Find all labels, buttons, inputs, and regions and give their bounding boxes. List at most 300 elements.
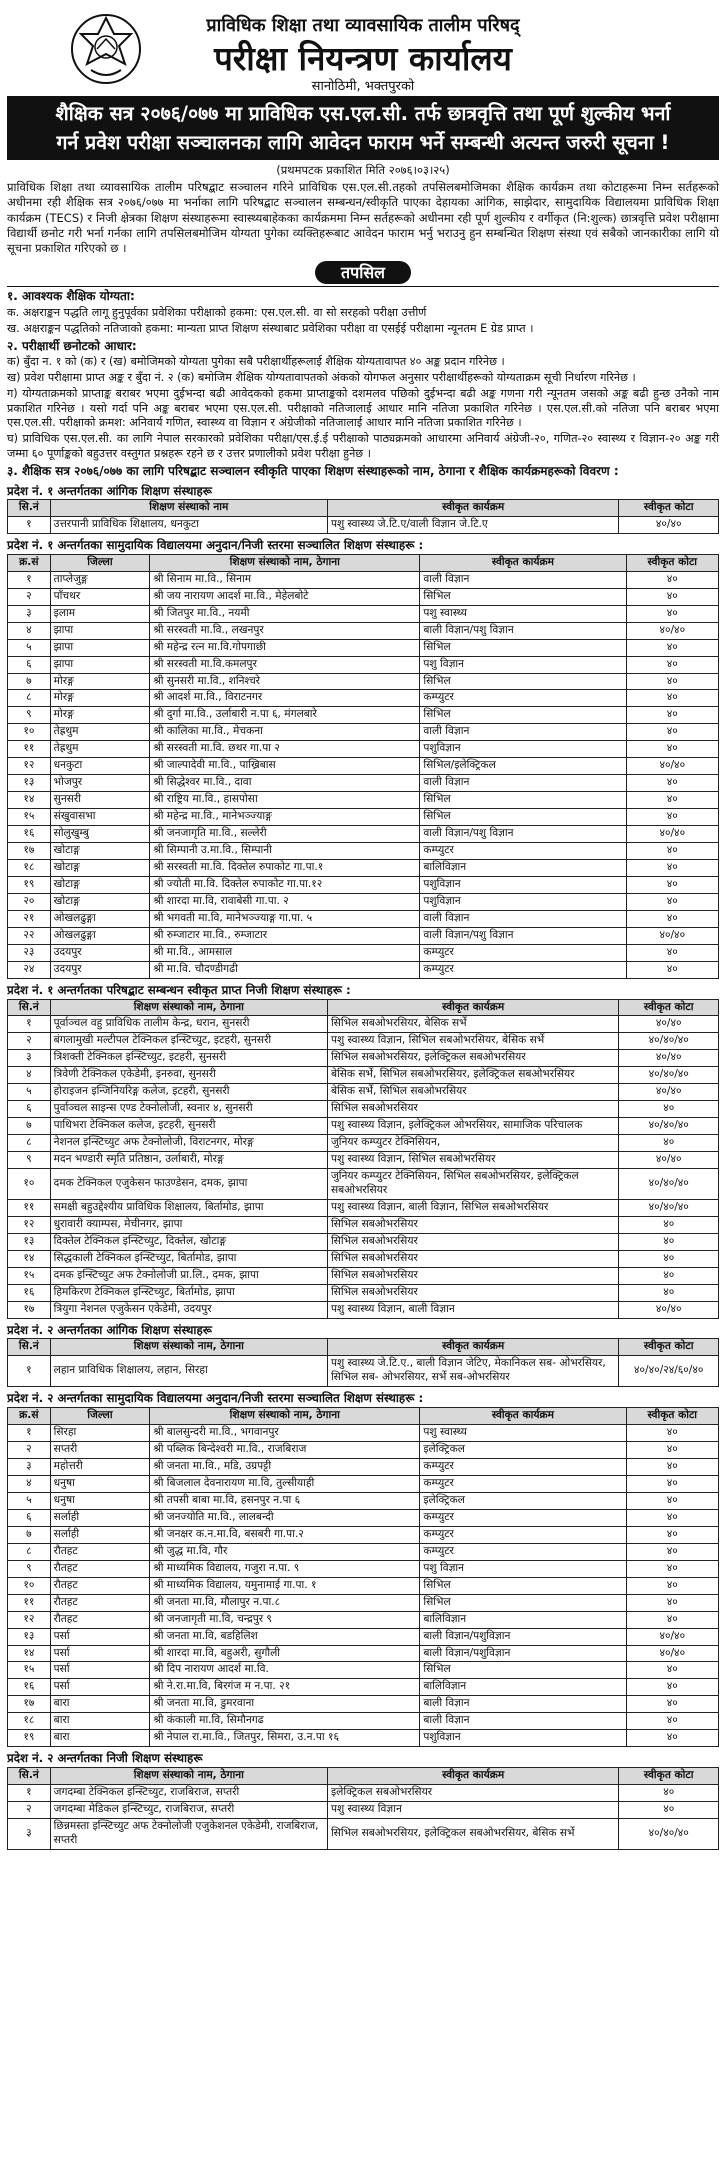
- table-row: [8, 1696, 719, 1713]
- table-row: [8, 877, 719, 894]
- tapsil-label: तपसिल: [315, 261, 411, 284]
- table-cell: ४०/४०: [626, 1628, 718, 1645]
- institutions-table: [7, 1338, 719, 1387]
- table-cell: सोलुखुम्बु: [50, 826, 150, 843]
- table-cell: श्री ने.रा.मा.वि, बिरगंज म न.पा. २१: [150, 1679, 420, 1696]
- table-cell: ४०: [626, 1560, 718, 1577]
- table-cell: श्री आदर्श मा.वि., विराटनगर: [150, 690, 420, 707]
- table-cell: ओखलढुङ्गा: [50, 911, 150, 928]
- table-cell: ४०: [619, 1234, 719, 1251]
- table-row: [8, 1200, 719, 1217]
- table-cell: छिन्नमस्ता इन्स्टिच्युट अफ टेक्नोलोजी एजुकेशनल एकेडेमी, राजबिराज, सप्तरी: [50, 1818, 327, 1849]
- table-cell: कम्प्युटर: [420, 1543, 626, 1560]
- table-cell: सिभिल सबओभरसियर: [327, 1217, 619, 1234]
- table-cell: बंगलामुखी मल्टीपल टेक्निकल इन्स्टिच्युट, इटहरी, सुनसरी: [50, 1033, 327, 1050]
- table-cell: ५: [8, 1492, 51, 1509]
- table-cell: दमक इन्स्टिच्युट अफ टेक्नोलोजी प्रा.लि., दमक, झापा: [50, 1268, 327, 1285]
- table-cell: ४०: [626, 945, 718, 962]
- table-cell: ४०/४०: [626, 928, 718, 945]
- table-cell: मदन भण्डारी स्मृति प्रतिष्ठान, उर्लाबारी, मोरङ्ग: [50, 1152, 327, 1169]
- column-header: स्वीकृत कार्यक्रम: [327, 1339, 619, 1356]
- table-row: [8, 1458, 719, 1475]
- table-cell: श्री रुम्जाटार मा.वि., रुम्जाटार: [150, 928, 420, 945]
- table-cell: सिभिल सबओभरसियर: [327, 1251, 619, 1268]
- table-cell: सिभिल सबओभरसियर, इलेक्ट्रिकल सबओभरसियर: [327, 1050, 619, 1067]
- table-cell: ७: [8, 1118, 51, 1135]
- table-cell: पशु स्वास्थ्य: [420, 605, 626, 622]
- table-cell: १०: [8, 1169, 51, 1200]
- table-row: [8, 1301, 719, 1318]
- table-cell: सिभिल सबओभरसियर: [327, 1284, 619, 1301]
- table-cell: ४०/४०: [626, 826, 718, 843]
- table-cell: लहान प्राविधिक शिक्षालय, लहान, सिरहा: [50, 1356, 327, 1387]
- table-cell: ४०: [626, 1730, 718, 1747]
- column-header: शिक्षण संस्थाको नाम, ठेगाना: [50, 999, 327, 1016]
- table-cell: पशु स्वास्थ्य: [420, 1424, 626, 1441]
- table-cell: श्री दुर्गा मा.वि., उर्लाबारी न.पा ६, मंगलबारे: [150, 707, 420, 724]
- criteria-item: ख. अक्षराङ्कन पद्धतिको नतिजाको हकमा: मान्यता प्राप्त शिक्षण संस्थाबाट प्रवेशिका परीक्षा वा एसईई परीक्षामा न्यूनतम E ग्रेड प्राप्त ।: [7, 321, 534, 335]
- table-cell: १६: [8, 1679, 51, 1696]
- table-cell: खोटाङ्ग: [50, 860, 150, 877]
- column-header: जिल्ला: [50, 554, 150, 571]
- table-cell: ४०: [626, 571, 718, 588]
- table-cell: वाली विज्ञान: [420, 724, 626, 741]
- table-row: [8, 1284, 719, 1301]
- table-cell: ४०: [626, 1713, 718, 1730]
- table-cell: ११: [8, 741, 51, 758]
- table-row: [8, 1679, 719, 1696]
- table-row: [8, 860, 719, 877]
- table-cell: श्री जय नारायण आदर्श मा.वि., मेहेलबोटे: [150, 588, 420, 605]
- table-cell: ४०/४०: [626, 758, 718, 775]
- criteria-item: क) बुँदा न. १ को (क) र (ख) बमोजिमको योग्यता पुगेका सबै परीक्षार्थीहरूलाई शैक्षिक योग्यतावापत ४० अङ्क प्रदान गरिनेछ ।: [7, 355, 505, 369]
- intro-paragraph: प्राविधिक शिक्षा तथा व्यावसायिक तालीम परिषद्बाट सञ्चालन गरिने प्राविधिक एस.एल.सी.तहको तपसिलबमोजिमका शैक्षिक कार्यक्रम तथा कोटाहरूमा निम्न सर्तहरूको अधीनमा रही शैक्षिक सत्र २०७६/०७७ मा भर्नाका लागि परिषद्बाट सञ्चालन सम्बन्धन/स्वीकृति पाएका देहायका आंगिक, साझेदार, सामुदायिक विद्यालयमा प्राविधिक शिक्षा कार्यक्रम (TECS) र निजी क्षेत्रका शिक्षण संस्थाहरूमा स्वास्थ्यबाहेकका कार्यक्रममा निम्न सर्तहरूको अधीनमा रही पूर्ण शुल्कीय र वर्गीकृत (नि:शुल्क) छात्रवृत्ति प्रवेश परीक्षामा विद्यार्थी छनोट गरी भर्ना गर्नका लागि तपसिलबमोजिम योग्यता पुगेका व्यक्तिहरूबाट आवेदन फाराम भर्नु भराउनु हुन सम्बन्धित शिक्षण संस्था एवं सबैको जानकारीका लागि यो सूचना प्रकाशित गरिएको छ ।: [7, 180, 719, 255]
- table-cell: पर्सा: [50, 1662, 150, 1679]
- table-cell: सिभिल: [420, 792, 626, 809]
- table-row: [8, 724, 719, 741]
- table-cell: श्री जितपुर मा.वि., नयमी: [150, 605, 420, 622]
- table-cell: ४०: [626, 690, 718, 707]
- table-cell: १३: [8, 1628, 51, 1645]
- table-cell: श्री सिनाम मा.वि., सिनाम: [150, 571, 420, 588]
- section-1-title: १. आवश्यक शैक्षिक योग्यता:: [7, 289, 135, 304]
- table-cell: १: [8, 517, 51, 534]
- table-cell: २०: [8, 894, 51, 911]
- table-cell: कम्प्युटर: [420, 945, 626, 962]
- table-row: [8, 690, 719, 707]
- institutions-table: [7, 1407, 719, 1747]
- table-row: [8, 758, 719, 775]
- table-row: [8, 1509, 719, 1526]
- table-cell: होराइजन इन्जिनियरिङ्ग कलेज, इटहरी, सुनसरी: [50, 1084, 327, 1101]
- table-cell: ५: [8, 1084, 51, 1101]
- table-cell: पुर्वाञ्चल साइन्स एण्ड टेक्नोलोजी, स्वनार ४, सुनसरी: [50, 1101, 327, 1118]
- criteria-item: ख) प्रवेश परीक्षामा प्राप्त अङ्क र बुँदा नं. २ (क) बमोजिम शैक्षिक योग्यतावापतको अंकको योगफल अनुसार परीक्षार्थीहरूको योग्यताक्रम सूची निर्धारण गरिनेछ ।: [7, 371, 636, 385]
- table-cell: श्री मा.वि., आमसाल: [150, 945, 420, 962]
- table-cell: ४०: [626, 724, 718, 741]
- table-row: [8, 1234, 719, 1251]
- table-cell: ४०: [626, 1594, 718, 1611]
- table-cell: श्री भगवती मा.वि, मानेभञ्ज्याङ्ग गा.पा. ५: [150, 911, 420, 928]
- table-row: [8, 1033, 719, 1050]
- table-cell: श्री शारदा मा.वि, बहुअरी, सुगौली: [150, 1645, 420, 1662]
- table-row: [8, 1577, 719, 1594]
- table-cell: ४०: [626, 792, 718, 809]
- table-cell: झापा: [50, 656, 150, 673]
- table-cell: रौतहट: [50, 1577, 150, 1594]
- letterhead: [7, 0, 719, 92]
- table-cell: सिद्धकाली टेक्निकल इन्स्टिच्युट, बिर्तामोड, झापा: [50, 1251, 327, 1268]
- table-row: [8, 1356, 719, 1387]
- table-cell: ४०: [626, 1679, 718, 1696]
- table-row: [8, 826, 719, 843]
- table-cell: बारा: [50, 1713, 150, 1730]
- table-cell: ४०: [626, 961, 718, 978]
- table-cell: ४०/४०: [619, 517, 719, 534]
- column-header: स्वीकृत कार्यक्रम: [420, 554, 626, 571]
- table-row: [8, 639, 719, 656]
- table-cell: श्री महेन्द्र मा.वि., मानेभञ्ज्याङ्ग: [150, 809, 420, 826]
- table-cell: सिभिल: [420, 809, 626, 826]
- table-cell: ४०: [626, 877, 718, 894]
- table-row: [8, 1441, 719, 1458]
- table-cell: श्री ज्योती मा.वि. दिक्तेल रुपाकोट गा.पा.१२: [150, 877, 420, 894]
- table-row: [8, 1217, 719, 1234]
- table-cell: धनुषा: [50, 1475, 150, 1492]
- table-cell: उदयपुर: [50, 961, 150, 978]
- table-row: [8, 1594, 719, 1611]
- table-cell: ४०/४०: [619, 1152, 719, 1169]
- table-row: [8, 1101, 719, 1118]
- office-location: सानोठिमी, भक्तपुरको: [311, 78, 415, 94]
- table-row: [8, 1050, 719, 1067]
- table-cell: १७: [8, 843, 51, 860]
- table-row: [8, 1067, 719, 1084]
- table-cell: सिभिल: [420, 707, 626, 724]
- table-cell: पशु विज्ञान: [420, 656, 626, 673]
- table-cell: कम्प्युटर: [420, 1475, 626, 1492]
- table-row: [8, 911, 719, 928]
- table-cell: ४०/४०/२४/६०/४०: [619, 1356, 719, 1387]
- table-cell: १: [8, 571, 51, 588]
- table-cell: ४०: [626, 707, 718, 724]
- table-cell: पाथिभरा टेक्निकल कलेज, इटहरी, सुनसरी: [50, 1118, 327, 1135]
- table-cell: श्री जनता मा.वि., मडि, उग्रपट्टी: [150, 1458, 420, 1475]
- table-cell: ४०: [626, 894, 718, 911]
- table-row: [8, 945, 719, 962]
- table-cell: श्री माध्यमिक विद्यालय, गजुरा न.पा. ९: [150, 1560, 420, 1577]
- table-row: [8, 1135, 719, 1152]
- table-cell: सिभिल: [420, 1662, 626, 1679]
- table-cell: नेशनल इन्स्टिच्युट अफ टेक्नोलोजी, विराटनगर, मोरङ्ग: [50, 1135, 327, 1152]
- table-cell: श्री सुनसरी मा.वि., शनिश्चरे: [150, 673, 420, 690]
- table-title: प्रदेश नं. २ अन्तर्गतका आंगिक शिक्षण संस्थाहरू: [7, 1322, 212, 1337]
- table-cell: ४: [8, 622, 51, 639]
- table-cell: ४०: [626, 1492, 718, 1509]
- office-name: परीक्षा नियन्त्रण कार्यालय: [214, 38, 512, 78]
- table-row: [8, 1662, 719, 1679]
- table-cell: श्री सरस्वती मा.वि., लखनपुर: [150, 622, 420, 639]
- column-header: शिक्षण संस्थाको नाम, ठेगाना: [50, 1339, 327, 1356]
- table-row: [8, 1526, 719, 1543]
- table-row: [8, 622, 719, 639]
- table-row: [8, 1801, 719, 1818]
- table-cell: १५: [8, 809, 51, 826]
- table-row: [8, 843, 719, 860]
- table-header-row: [8, 1407, 719, 1424]
- table-cell: झापा: [50, 622, 150, 639]
- table-cell: संखुवासभा: [50, 809, 150, 826]
- table-cell: श्री बालसुन्दरी मा.वि., भगवानपुर: [150, 1424, 420, 1441]
- table-cell: इलेक्ट्रिकल: [420, 1492, 626, 1509]
- table-cell: श्री शारदा मा.वि, रावाबेसी गा.पा. २: [150, 894, 420, 911]
- table-cell: १६: [8, 1284, 51, 1301]
- table-cell: कम्प्युटर: [420, 690, 626, 707]
- table-cell: पर्सा: [50, 1628, 150, 1645]
- table-row: [8, 1152, 719, 1169]
- table-cell: बाली विज्ञान: [420, 1713, 626, 1730]
- table-cell: १४: [8, 1251, 51, 1268]
- table-cell: ४०: [626, 843, 718, 860]
- table-cell: रौतहट: [50, 1560, 150, 1577]
- institutions-table: [7, 999, 719, 1319]
- table-cell: सिभिल सबओभरसियर, इलेक्ट्रिकल सबओभरसियर, बेसिक सर्भे: [327, 1818, 619, 1849]
- column-header: स्वीकृत कोटा: [619, 1767, 719, 1784]
- table-cell: ४०: [626, 1526, 718, 1543]
- table-row: [8, 707, 719, 724]
- table-cell: ४०: [626, 775, 718, 792]
- table-cell: इलेक्ट्रिकल सबओभरसियर: [327, 1784, 619, 1801]
- table-cell: सिभिल/इलेक्ट्रिकल: [420, 758, 626, 775]
- table-cell: २: [8, 1033, 51, 1050]
- table-cell: श्री जुद्ध मा.वि, गौर: [150, 1543, 420, 1560]
- table-cell: ४०/४०: [626, 1645, 718, 1662]
- table-cell: वाली विज्ञान: [420, 911, 626, 928]
- table-cell: श्री जनता मा.वि, बडहिलिश: [150, 1628, 420, 1645]
- table-row: [8, 809, 719, 826]
- column-header: शिक्षण संस्थाको नाम, ठेगाना: [50, 1767, 327, 1784]
- table-header-row: [8, 500, 719, 517]
- institutions-table: [7, 499, 719, 534]
- table-cell: १६: [8, 826, 51, 843]
- table-cell: धनकुटा: [50, 758, 150, 775]
- table-cell: ४०/४०: [619, 1050, 719, 1067]
- table-row: [8, 1016, 719, 1033]
- table-cell: रौतहट: [50, 1611, 150, 1628]
- table-cell: ४०: [626, 1662, 718, 1679]
- table-cell: २३: [8, 945, 51, 962]
- table-cell: त्रियुगा नेशनल एजुकेसन एकेडेमी, उदयपुर: [50, 1301, 327, 1318]
- table-cell: ४०/४०: [619, 1084, 719, 1101]
- table-cell: १७: [8, 1301, 51, 1318]
- table-cell: श्री सरस्वती मा.वि. दिक्तेल रुपाकोट गा.पा.१: [150, 860, 420, 877]
- table-cell: कम्प्युटर: [420, 843, 626, 860]
- table-cell: पशु स्वास्थ्य जे.टि.ए/वाली विज्ञान जे.टि.ए: [327, 517, 619, 534]
- table-cell: १: [8, 1424, 51, 1441]
- table-cell: १५: [8, 1662, 51, 1679]
- table-cell: पशु स्वास्थ्य विज्ञान, सिभिल सबओभरसियर, बेसिक सर्भे: [327, 1033, 619, 1050]
- column-header: स्वीकृत कोटा: [619, 500, 719, 517]
- table-cell: १३: [8, 1234, 51, 1251]
- table-row: [8, 656, 719, 673]
- table-row: [8, 571, 719, 588]
- column-header: शिक्षण संस्थाको नाम, ठेगाना: [150, 1407, 420, 1424]
- table-cell: बेसिक सर्भे, सिभिल सबओभरसियर: [327, 1084, 619, 1101]
- table-cell: ४०/४०/४०: [619, 1818, 719, 1849]
- table-cell: ७: [8, 1526, 51, 1543]
- table-cell: ४०: [619, 1217, 719, 1234]
- table-cell: बेसिक सर्भे, सिभिल सबओभरसियर, इलेक्ट्रिकल सबओभरसियर: [327, 1067, 619, 1084]
- table-cell: १०: [8, 1577, 51, 1594]
- table-cell: उदयपुर: [50, 945, 150, 962]
- table-cell: बारा: [50, 1730, 150, 1747]
- table-cell: इलेक्ट्रिकल: [420, 1441, 626, 1458]
- table-cell: ११: [8, 1594, 51, 1611]
- table-cell: श्री जाल्पादेवी मा.वि., पाख्रिबास: [150, 758, 420, 775]
- table-cell: समक्षी बहुउद्देश्यीय प्राविधिक शिक्षालय, बिर्तामोड, झापा: [50, 1200, 327, 1217]
- table-title: प्रदेश नं. १ अन्तर्गतका परिषद्बाट सम्बन्धन स्वीकृत प्राप्त निजी शिक्षण संस्थाहरू :: [7, 982, 351, 997]
- table-cell: रौतहट: [50, 1594, 150, 1611]
- table-cell: श्री सरस्वती मा.वि.कमलपुर: [150, 656, 420, 673]
- table-cell: श्री नेपाल रा.मा.वि., जितपुर, सिमरा, उ.न.पा १६: [150, 1730, 420, 1747]
- table-row: [8, 1645, 719, 1662]
- table-cell: ४०: [626, 1543, 718, 1560]
- table-cell: बालिविज्ञान: [420, 860, 626, 877]
- table-cell: पशु विज्ञान: [420, 1560, 626, 1577]
- table-cell: रौतहट: [50, 1543, 150, 1560]
- table-cell: सिभिल: [420, 1594, 626, 1611]
- table-cell: २: [8, 1801, 51, 1818]
- table-row: [8, 1730, 719, 1747]
- table-cell: ४०: [626, 1611, 718, 1628]
- table-row: [8, 1713, 719, 1730]
- table-cell: ९: [8, 1560, 51, 1577]
- table-cell: १९: [8, 1730, 51, 1747]
- table-cell: १२: [8, 1611, 51, 1628]
- table-cell: ४०: [626, 639, 718, 656]
- table-cell: १७: [8, 1696, 51, 1713]
- table-cell: ४०: [626, 809, 718, 826]
- table-header-row: [8, 1339, 719, 1356]
- table-cell: त्रिवेणी टेक्निकल एकेडेमी, इनरुवा, सुनसरी: [50, 1067, 327, 1084]
- table-cell: ओखलढुङ्गा: [50, 928, 150, 945]
- table-cell: बाली विज्ञान/पशुविज्ञान: [420, 1628, 626, 1645]
- table-cell: पशु स्वास्थ्य विज्ञान, बाली विज्ञान, सिभिल सबओभरसियर: [327, 1200, 619, 1217]
- table-cell: श्री महेन्द्र रत्न मा.वि.गोपगाछी: [150, 639, 420, 656]
- table-cell: ७: [8, 673, 51, 690]
- table-cell: सिभिल: [420, 588, 626, 605]
- table-cell: सुनसरी: [50, 792, 150, 809]
- table-cell: १८: [8, 860, 51, 877]
- table-cell: सप्तरी: [50, 1441, 150, 1458]
- table-cell: ४०/४०: [619, 1301, 719, 1318]
- column-header: स्वीकृत कार्यक्रम: [327, 1767, 619, 1784]
- table-cell: १४: [8, 1645, 51, 1662]
- table-cell: ४०/४०: [619, 1016, 719, 1033]
- table-cell: पर्सा: [50, 1679, 150, 1696]
- table-cell: त्रिशक्ती टेक्निकल इन्स्टिच्युट, इटहरी, सुनसरी: [50, 1050, 327, 1067]
- table-row: [8, 1251, 719, 1268]
- table-row: [8, 1084, 719, 1101]
- table-cell: ६: [8, 656, 51, 673]
- table-cell: ६: [8, 1101, 51, 1118]
- table-cell: पाँचथर: [50, 588, 150, 605]
- table-cell: श्री जनक्षर क.न.मा.वि, बसबरी गा.पा.२: [150, 1526, 420, 1543]
- table-cell: श्री सरस्वती मा.वि. छथर गा.पा २: [150, 741, 420, 758]
- table-cell: १: [8, 1356, 51, 1387]
- table-cell: झापा: [50, 639, 150, 656]
- table-cell: पशु स्वास्थ्य विज्ञान, सिभिल सबओभरसियर: [327, 1152, 619, 1169]
- table-cell: १३: [8, 775, 51, 792]
- table-cell: ४०: [626, 1577, 718, 1594]
- column-header: सि.नं: [8, 1767, 51, 1784]
- table-cell: ४०: [626, 656, 718, 673]
- table-cell: कम्प्युटर: [420, 961, 626, 978]
- table-cell: ४०: [626, 605, 718, 622]
- table-cell: ४०/४०/४०: [619, 1169, 719, 1200]
- table-cell: बारा: [50, 1696, 150, 1713]
- column-header: क्र.सं: [8, 554, 51, 571]
- table-cell: ताप्लेजुङ्ग: [50, 571, 150, 588]
- table-row: [8, 1611, 719, 1628]
- table-cell: ८: [8, 1543, 51, 1560]
- government-emblem-icon: [69, 12, 143, 86]
- table-cell: सर्लाही: [50, 1526, 150, 1543]
- table-cell: ३: [8, 1818, 51, 1849]
- table-cell: वाली विज्ञान/पशु विज्ञान: [420, 826, 626, 843]
- table-cell: ४०: [619, 1251, 719, 1268]
- table-cell: सिभिल: [420, 1577, 626, 1594]
- table-cell: श्री जनज्योति मा.वि., लालबन्दी: [150, 1509, 420, 1526]
- table-row: [8, 1118, 719, 1135]
- table-cell: ८: [8, 690, 51, 707]
- table-cell: श्री सिद्धेश्वर मा.वि., दावा: [150, 775, 420, 792]
- table-cell: भोजपुर: [50, 775, 150, 792]
- table-cell: ४०: [619, 1801, 719, 1818]
- table-cell: सिभिल सबओभरसियर, बेसिक सर्भे: [327, 1016, 619, 1033]
- table-row: [8, 792, 719, 809]
- column-header: स्वीकृत कार्यक्रम: [327, 500, 619, 517]
- table-cell: पशुविज्ञान: [420, 877, 626, 894]
- table-cell: १: [8, 1016, 51, 1033]
- column-header: जिल्ला: [50, 1407, 150, 1424]
- table-cell: पशुविज्ञान: [420, 1730, 626, 1747]
- table-cell: जुनियर कम्प्युटर टेक्निसियन,: [327, 1135, 619, 1152]
- column-header: क्र.सं: [8, 1407, 51, 1424]
- table-cell: खोटाङ्ग: [50, 877, 150, 894]
- column-header: सि.नं: [8, 500, 51, 517]
- criteria-item: ग) योग्यताक्रमको प्राप्ताङ्क बराबर भएमा दुईभन्दा बढी आवेदकको हकमा प्राप्ताङ्कको दशमलव पछिको दुईभन्दा बढी अङ्क गणना गरी न्यूनतम जसको अङ्क बढी हुन्छ उनैको नाम प्रकाशित गरिनेछ । यसो गर्दा पनि अङ्क बराबर भएमा एस.एल.सी. परीक्षाको नतिजालाई आधार मानि नतिजा प्रकाशित गरिनेछ । एस.एल.सी.को नतिजा पनि बराबर भएमा एस.एल.सी. परीक्षाको क्रमश: अनिवार्य गणित, स्वास्थ्य वा विज्ञान र अंग्रेजीको नतिजालाई आधार मानि नतिजा प्रकाशित गरिनेछ ।: [7, 386, 719, 430]
- table-cell: १४: [8, 792, 51, 809]
- table-cell: सर्लाही: [50, 1509, 150, 1526]
- table-cell: ८: [8, 1135, 51, 1152]
- institutions-table: [7, 554, 719, 979]
- table-cell: हिमकिरण टेक्निकल इन्स्टिच्युट, बिर्तामोड, झापा: [50, 1284, 327, 1301]
- table-cell: श्री राष्ट्रिय मा.वि., हासपोसा: [150, 792, 420, 809]
- table-row: [8, 1818, 719, 1849]
- column-header: स्वीकृत कोटा: [626, 1407, 718, 1424]
- table-cell: श्री माध्यमिक विद्यालय, यमुनामाई गा.पा. १: [150, 1577, 420, 1594]
- table-cell: श्री जनजागृति मा.वि., सल्लेरी: [150, 826, 420, 843]
- table-cell: १५: [8, 1268, 51, 1285]
- table-row: [8, 588, 719, 605]
- table-row: [8, 775, 719, 792]
- table-cell: मोरङ्ग: [50, 707, 150, 724]
- table-cell: ४०: [626, 860, 718, 877]
- table-cell: महोत्तरी: [50, 1458, 150, 1475]
- table-cell: १८: [8, 1713, 51, 1730]
- table-cell: पशु स्वास्थ्य जे.टि.ए., बाली विज्ञान जेटिए, मेकानिकल सब- ओभरसियर, सिभिल सब- ओभरसियर, सर्भे सब-ओभरसियर: [327, 1356, 619, 1387]
